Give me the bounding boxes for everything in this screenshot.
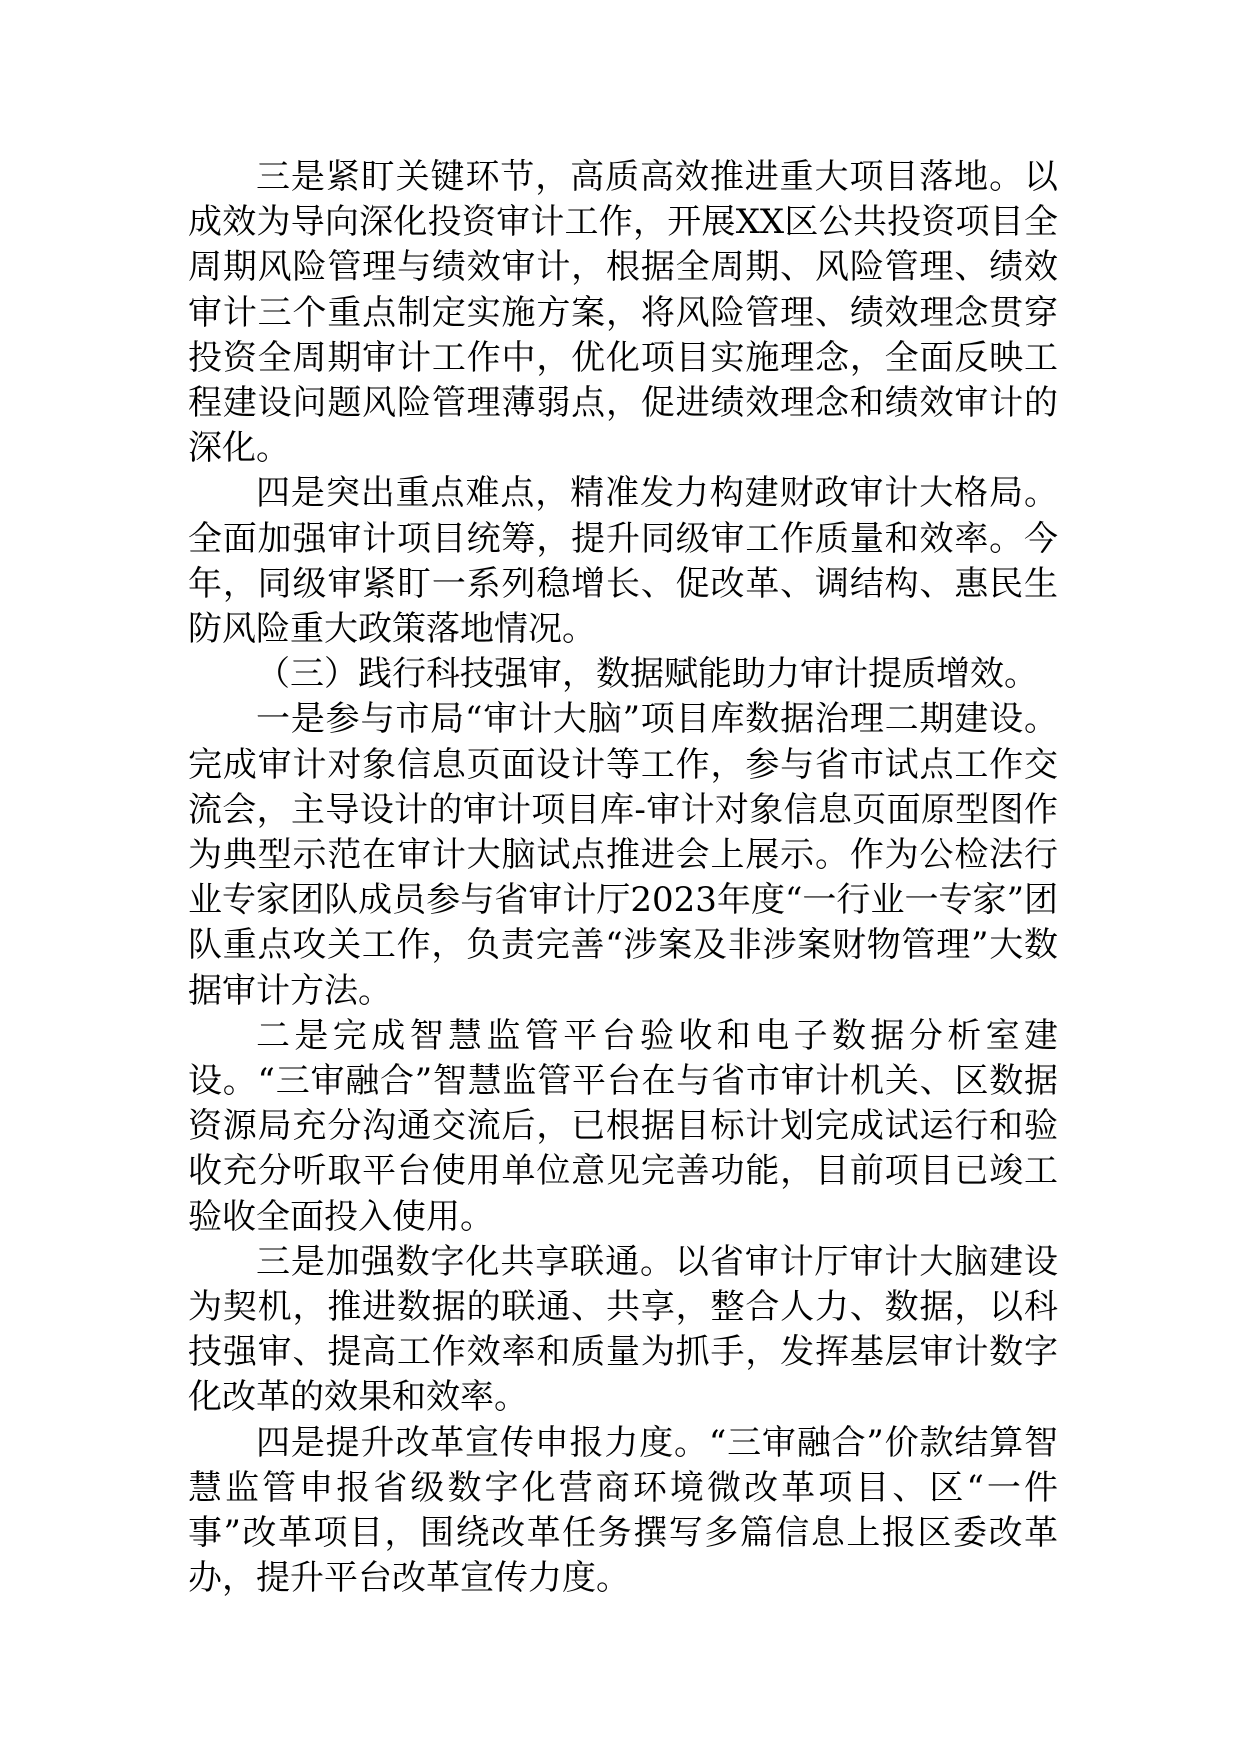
paragraph-digital-sharing: 三是加强数字化共享联通。以省审计厅审计大脑建设为契机，推进数据的联通、共享，整合人力、数据，以科技强审、提高工作效率和质量为抓手，发挥基层审计数字化改革的效果和效率。 <box>188 1241 1058 1418</box>
document-body <box>188 155 1058 1602</box>
paragraph-investment-audit: 三是紧盯关键环节，高质高效推进重大项目落地。以成效为导向深化投资审计工作，开展XX区公共投资项目全周期风险管理与绩效审计，根据全周期、风险管理、绩效审计三个重点制定实施方案，将风险管理、绩效理念贯穿投资全周期审计工作中，优化项目实施理念，全面反映工程建设问题风险管理薄弱点，促进绩效理念和绩效审计的深化。 <box>188 157 1058 469</box>
paragraph-reform-publicity: 四是提升改革宣传申报力度。“三审融合”价款结算智慧监管申报省级数字化营商环境微改革项目、区“一件事”改革项目，围绕改革任务撰写多篇信息上报区委改革办，提升平台改革宣传力度。 <box>188 1422 1058 1599</box>
paragraph-fiscal-audit: 四是突出重点难点，精准发力构建财政审计大格局。全面加强审计项目统筹，提升同级审工作质量和效率。今年，同级审紧盯一系列稳增长、促改革、调结构、惠民生防风险重大政策落地情况。 <box>188 473 1058 650</box>
section-heading-tech-audit: （三）践行科技强审，数据赋能助力审计提质增效。 <box>256 654 1038 695</box>
paragraph-audit-brain: 一是参与市局“审计大脑”项目库数据治理二期建设。完成审计对象信息页面设计等工作，参与省市试点工作交流会，主导设计的审计项目库-审计对象信息页面原型图作为典型示范在审计大脑试点推进会上展示。作为公检法行业专家团队成员参与省审计厅2023年度“一行业一专家”团队重点攻关工作，负责完善“涉案及非涉案财物管理”大数据审计方法。 <box>188 699 1058 1011</box>
paragraph-smart-platform: 二是完成智慧监管平台验收和电子数据分析室建设。“三审融合”智慧监管平台在与省市审计机关、区数据资源局充分沟通交流后，已根据目标计划完成试运行和验收充分听取平台使用单位意见完善功能，目前项目已竣工验收全面投入使用。 <box>188 1015 1058 1237</box>
